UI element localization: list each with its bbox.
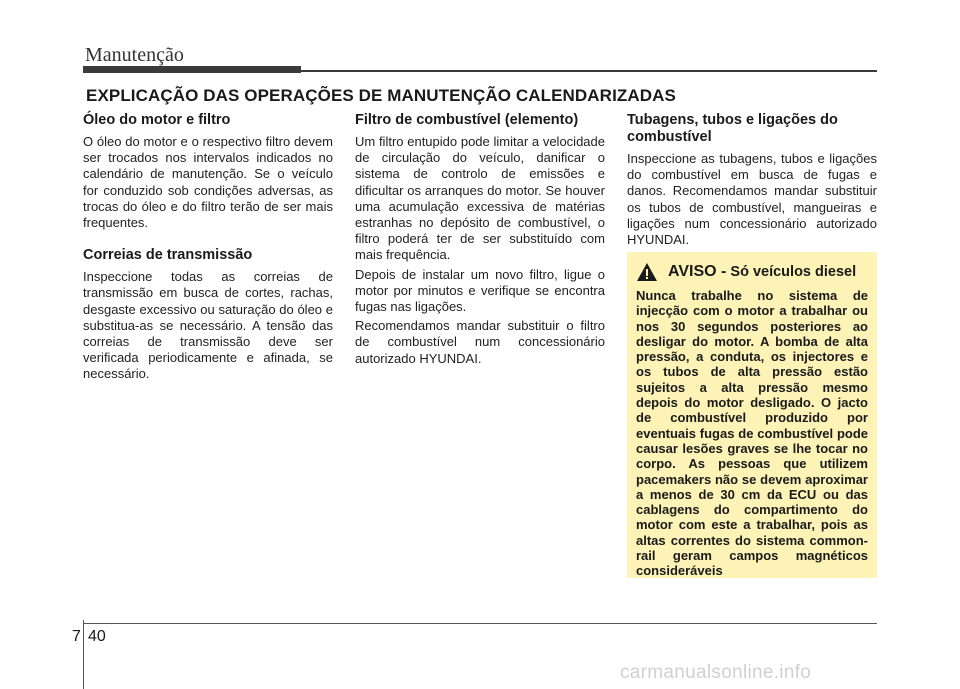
- watermark: carmanualsonline.info: [620, 662, 812, 683]
- fuel-filter-text-1: Um filtro entupido pode limitar a velocidade de circulação do veículo, danificar o sistema de controlo de emissões e dificultar os arranques do motor. Se houver uma acumulação excessiva de matérias estranhas no depósito de combustível, o filtro poderá ter de ser substituído com mais frequência.: [355, 134, 605, 263]
- warning-triangle-icon: [636, 262, 658, 282]
- page-number: 40: [88, 628, 106, 645]
- warning-label: AVISO -: [668, 263, 727, 280]
- fuel-filter-heading: Filtro de combustível (elemento): [355, 112, 579, 128]
- fuel-filter-text-3: Recomendamos mandar substituir o filtro de combustível num concessionário autorizado HYUNDAI.: [355, 318, 605, 366]
- warning-subtitle: Só veículos diesel: [730, 264, 857, 280]
- column-left: [83, 110, 333, 383]
- warning-header: [627, 252, 877, 282]
- header-bar-thick: [83, 66, 301, 73]
- drive-belts-heading: Correias de transmissão: [83, 247, 253, 264]
- section-title: EXPLICAÇÃO DAS OPERAÇÕES DE MANUTENÇÃO CALENDARIZADAS: [86, 86, 676, 105]
- oil-filter-text: O óleo do motor e o respectivo filtro devem ser trocados nos intervalos indicados no calendário de manutenção. Se o veículo for conduzido sob condições adversas, as trocas do óleo e do filtro terão de ser mais frequentes.: [83, 134, 333, 231]
- header-bar-thin: [301, 70, 877, 72]
- chapter-title: Manutenção: [85, 44, 184, 66]
- oil-filter-heading: Óleo do motor e filtro: [83, 112, 231, 128]
- warning-text: Nunca trabalhe no sistema de injecção com o motor a trabalhar ou nos 30 segundos posteriores ao desligar do motor. A bomba de alta pressão, a conduta, os injectores e os tubos de alta pressão estão sujeitos a alta pressão mesmo depois do motor desligado. O jacto de combustível produzido por eventuais fugas de combustível pode causar lesões graves se lhe tocar no corpo. As pessoas que utilizem pacemakers não se devem aproximar a menos de 30 cm da ECU ou das cablagens do compartimento do motor com este a trabalhar, pois as altas correntes do sistema common-rail geram campos magnéticos consideráveis: [636, 288, 868, 579]
- drive-belts-text: Inspeccione todas as correias de transmissão em busca de cortes, rachas, desgaste excessivo ou saturação do óleo e substitua-as se necessário. A tensão das correias de transmissão deve ser verificada periodicamente e afinada, se necessário.: [83, 269, 333, 382]
- fuel-filter-text-2: Depois de instalar um novo filtro, ligue o motor por minutos e verifique se encontra fugas nas ligações.: [355, 266, 605, 315]
- footer-vertical-line: [83, 620, 84, 689]
- chapter-number: 7: [72, 628, 81, 645]
- column-middle: [355, 110, 605, 367]
- fuel-lines-text: Inspeccione as tubagens, tubos e ligações do combustível em busca de fugas e danos. Recomendamos mandar substituir os tubos de combustível, mangueiras e ligações num concessionário autorizado HYUNDAI.: [627, 151, 877, 248]
- warning-box: [627, 252, 877, 578]
- fuel-lines-heading: Tubagens, tubos e ligações do combustível: [627, 112, 838, 145]
- footer-divider: [83, 623, 877, 624]
- column-right: [627, 110, 877, 248]
